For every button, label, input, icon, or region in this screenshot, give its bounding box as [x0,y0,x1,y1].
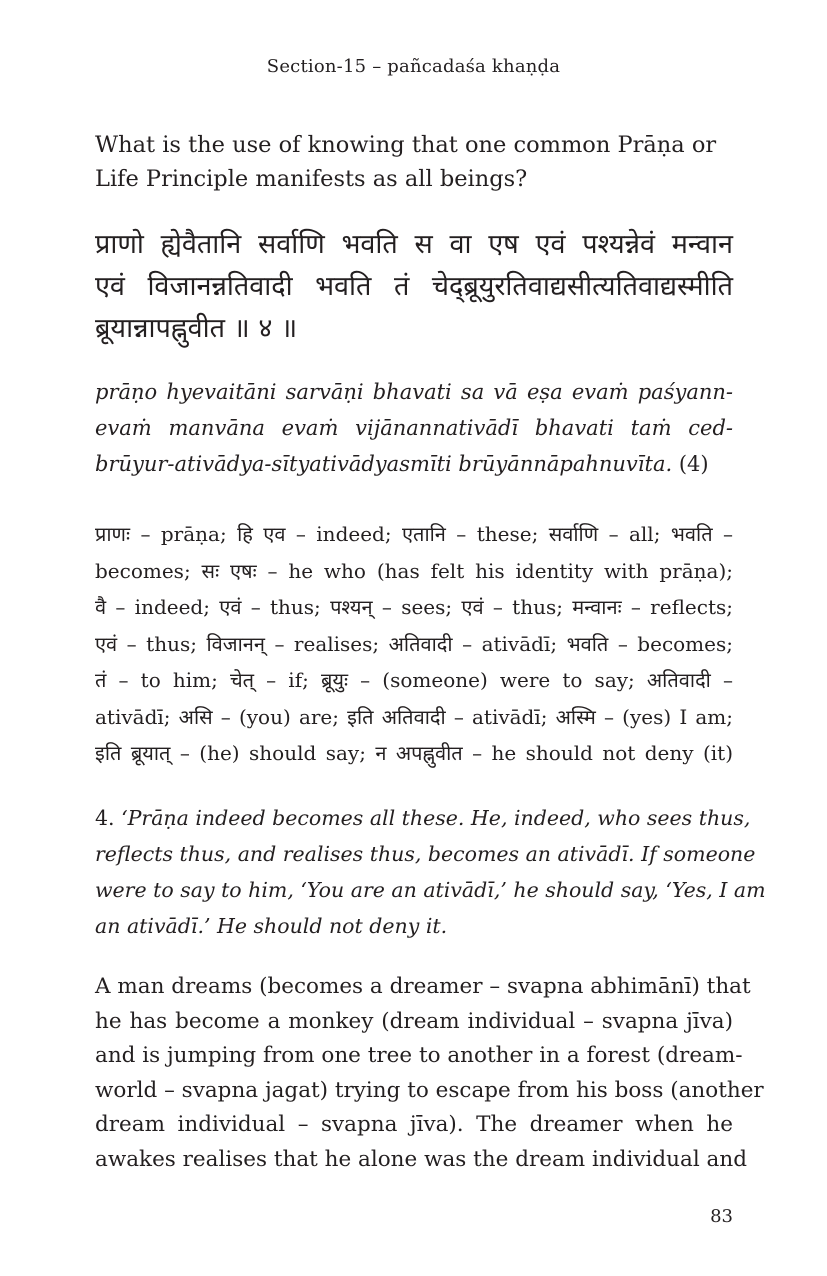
glossary-line: becomes; सः एषः – he who (has felt his identity with prāṇa); [95,558,733,583]
running-header: Section-15 – pañcadaśa khaṇḍa [266,56,561,77]
commentary-line: A man dreams (becomes a dreamer – svapna abhimānī) that [95,974,751,999]
sanskrit-verse [95,224,733,350]
glossary-line: एवं – thus; विजानन् – realises; अतिवादी – ativādī; भवति – becomes; [95,631,733,656]
word-glossary [95,516,733,772]
transliteration [95,374,733,482]
glossary-line: इति ब्रूयात् – (he) should say; न अपह्नुवीत – he should not deny (it) [95,741,733,765]
translation-line: were to say to him, ‘You are an ativādī,’ he should say, ‘Yes, I am [95,878,766,902]
sanskrit-verse-line-2: एवं विजानन्नतिवादी भवति तं चेद्ब्रूयुरतिवाद्यसीत्यतिवाद्यस्मीति [95,271,733,302]
translation-line-text: ‘Prāṇa indeed becomes all these. He, indeed, who sees thus, [121,806,751,830]
translation-line: an ativādī.’ He should not deny it. [95,914,448,938]
commentary-line: he has become a monkey (dream individual – svapna jīva) [95,1008,733,1034]
transliteration-text: prāṇo hyevaitāni sarvāṇi bhavati sa vā eṣa evaṁ paśyann-evaṁ manvāna evaṁ vijānannativādī bhavati taṁ ced-brūyur-ativādya-sītyativādyasmīti brūyānnāpahnuvīta. [95,380,733,476]
glossary-line: प्राणः – prāṇa; हि एव – indeed; एतानि – these; सर्वाणि – all; भवति – [95,522,733,546]
commentary-line: world – svapna jagat) trying to escape from his boss (another [95,1077,764,1103]
translation-line [95,800,751,836]
commentary-line: and is jumping from one tree to another in a forest (dream- [95,1043,743,1068]
sanskrit-verse-line-3: ब्रूयान्नापह्नुवीत ॥ ४ ॥ [95,313,298,344]
commentary-line: dream individual – svapna jīva). The dreamer when he [95,1112,733,1137]
question-paragraph: What is the use of knowing that one common Prāṇa or Life Principle manifests as all beings? [95,132,717,192]
commentary-line: awakes realises that he alone was the dream individual and [95,1146,747,1172]
glossary-line: वै – indeed; एवं – thus; पश्यन् – sees; एवं – thus; मन्वानः – reflects; [95,595,733,619]
glossary-line: तं – to him; चेत् – if; ब्रूयुः – (someone) were to say; अतिवादी – [95,668,733,692]
sanskrit-verse-line-1: प्राणो ह्येवैतानि सर्वाणि भवति स वा एष एवं पश्यन्नेवं मन्वान [95,229,733,260]
translation-number: 4. [95,806,122,830]
commentary-paragraph [95,970,764,1177]
verse-translation [95,800,766,944]
glossary-line: ativādī; असि – (you) are; इति अतिवादी – ativādī; अस्मि – (yes) I am; [95,704,733,729]
verse-number: (4) [672,452,709,476]
translation-line: reflects thus, and realises thus, becomes an ativādī. If someone [95,842,756,866]
page-number: 83 [710,1206,733,1227]
